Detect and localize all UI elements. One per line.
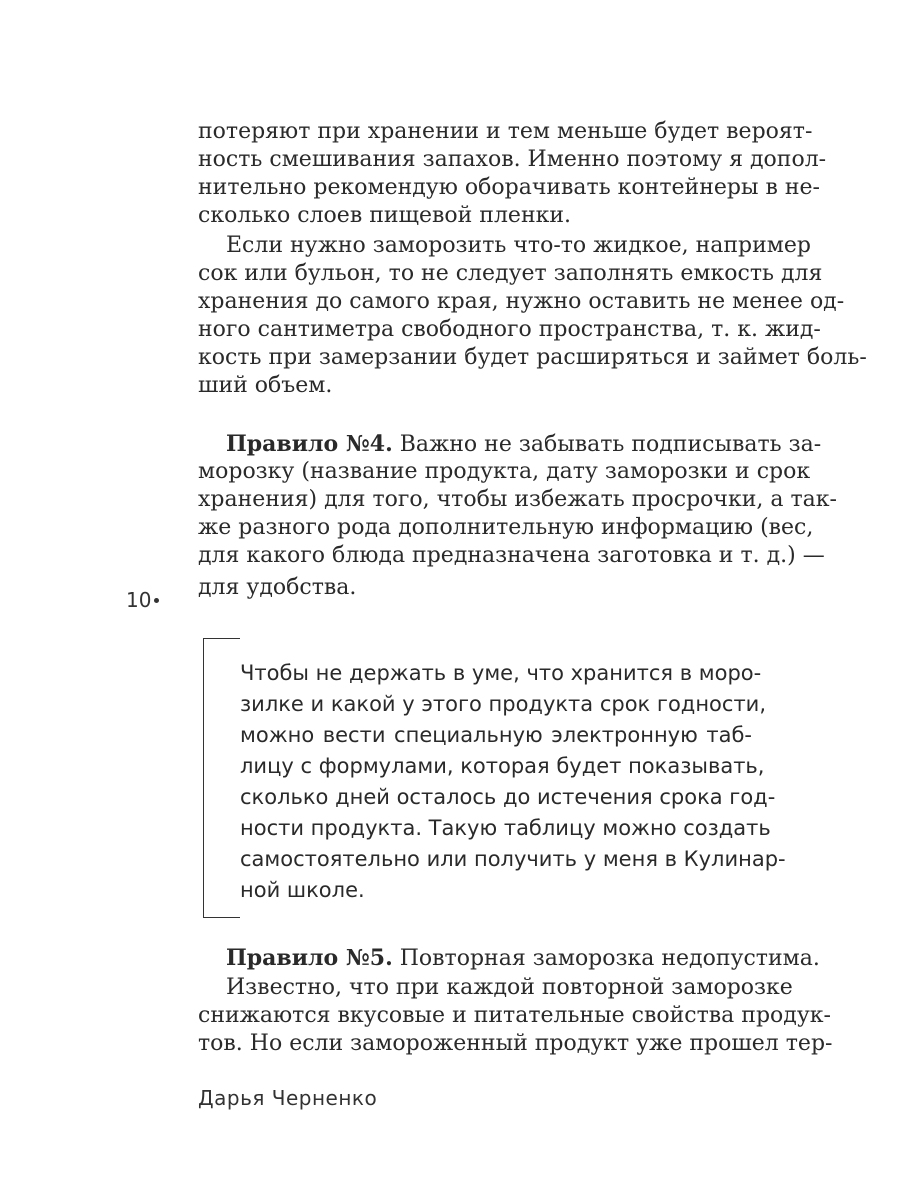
text-line: кость при замерзании будет расширяться и займет боль- [198,345,867,370]
callout-bracket [203,638,240,918]
callout-line: Чтобы не держать в уме, что хранится в моро- [240,661,762,685]
callout-line: самостоятельно или получить у меня в Кулинар- [240,847,786,871]
text-line: для удобства. [198,575,357,600]
text-line: ность смешивания запахов. Именно поэтому я допол- [198,147,827,172]
callout-line: ности продукта. Такую таблицу можно создать [240,816,771,840]
rule-4-heading: Правило №4. [226,431,393,457]
page-number-dot [154,598,159,603]
text-line: потеряют при хранении и тем меньше будет вероят- [198,119,813,144]
rule-4-first-line [226,430,822,459]
text-line: хранения до самого края, нужно оставить не менее од- [198,289,845,314]
text-line: же разного рода дополнительную информацию (вес, [198,515,814,540]
rule-4-text: Важно не забывать подписывать за- [392,432,822,457]
text-line: нительно рекомендую оборачивать контейнеры в не- [198,175,820,200]
callout-line: можно вести специальную электронную таб- [240,723,752,747]
footer-author: Дарья Черненко [198,1086,378,1110]
text-line: сок или бульон, то не следует заполнять емкость для [198,261,823,286]
text-line: тов. Но если замороженный продукт уже прошел тер- [198,1031,833,1056]
text-line: морозку (название продукта, дату заморозки и срок [198,459,811,484]
text-line: для какого блюда предназначена заготовка и т. д.) — [198,543,825,568]
rule-5-text: Повторная заморозка недопустима. [392,946,820,971]
text-line: снижаются вкусовые и питательные свойства продук- [198,1003,831,1028]
text-line: ного сантиметра свободного пространства, т. к. жид- [198,317,821,342]
text-line: ший объем. [198,373,333,398]
callout-line: сколько дней осталось до истечения срока год- [240,785,776,809]
callout-line: ной школе. [240,878,365,902]
text-line: Если нужно заморозить что-то жидкое, например [226,233,812,258]
page-number: 10 [126,588,152,612]
text-line: сколько слоев пищевой пленки. [198,203,572,228]
text-line: Известно, что при каждой повторной заморозке [226,975,793,1000]
callout-line: зилке и какой у этого продукта срок годности, [240,692,766,716]
callout-line: лицу с формулами, которая будет показывать, [240,754,765,778]
rule-5-first-line [226,944,820,973]
rule-5-heading: Правило №5. [226,945,393,971]
text-line: хранения) для того, чтобы избежать просрочки, а так- [198,487,837,512]
